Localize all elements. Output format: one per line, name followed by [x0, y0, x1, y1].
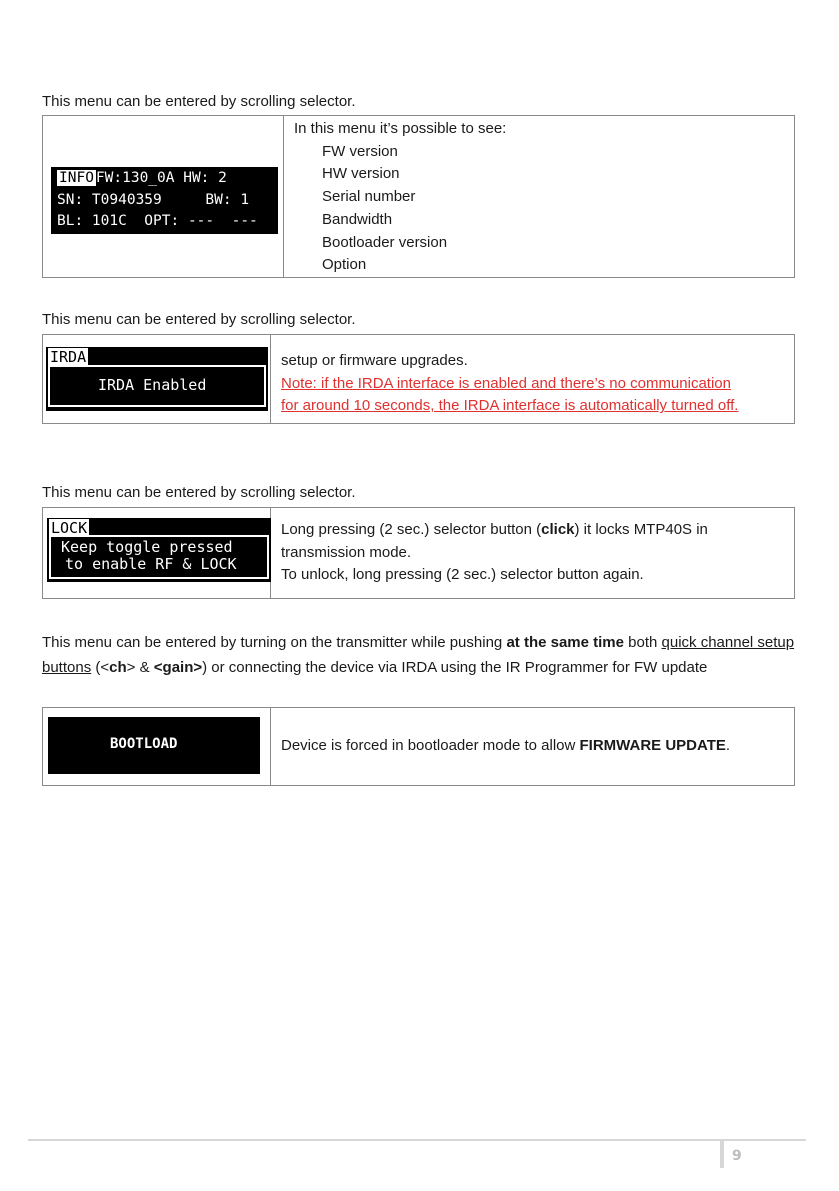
info-text-cell	[284, 116, 795, 278]
lock-description	[281, 519, 794, 564]
info-lcd-line1: FW:130_0A HW: 2	[95, 170, 227, 186]
lock-lcd-line1: Keep toggle pressed	[61, 538, 233, 556]
lock-menu-table	[42, 507, 795, 599]
irda-note-line1: Note: if the IRDA interface is enabled and there’s no communication	[281, 374, 731, 392]
quick-channel-setup-buttons: quick channel setup buttons	[42, 634, 795, 676]
footer-separator	[720, 1141, 724, 1168]
gain-button-label: <gain>	[153, 659, 203, 676]
info-lcd-cell	[43, 116, 284, 278]
bootload-lcd-message: BOOTLOAD	[110, 736, 178, 752]
info-menu-table	[42, 115, 795, 278]
irda-note-line2: for around 10 seconds, the IRDA interface is automatically turned off.	[281, 397, 739, 415]
bootload-intro-d: > &	[126, 659, 154, 676]
lock-click-bold: click	[541, 520, 575, 538]
irda-tag: IRDA	[50, 348, 87, 366]
irda-lcd-message: IRDA Enabled	[98, 376, 207, 394]
info-item-hw: HW version	[322, 165, 400, 183]
bootload-menu-table	[42, 707, 795, 786]
footer-rule	[28, 1139, 806, 1141]
intro-irda: This menu can be entered by scrolling selector.	[42, 311, 356, 328]
irda-lcd-cell	[43, 335, 271, 424]
lock-text-b: ) it locks MTP40S in transmission mode.	[281, 520, 708, 561]
lock-unlock-text: To unlock, long pressing (2 sec.) selector button again.	[281, 566, 644, 584]
irda-description: setup or firmware upgrades.	[281, 351, 468, 369]
info-lcd-line3: BL: 101C OPT: --- ---	[57, 213, 258, 229]
lock-lcd-cell	[43, 508, 271, 599]
bootload-intro-c: (<	[91, 659, 110, 676]
info-heading: In this menu it’s possible to see:	[294, 120, 507, 137]
intro-lock: This menu can be entered by scrolling selector.	[42, 484, 356, 501]
bootload-lcd-cell	[43, 708, 271, 786]
info-item-fw: FW version	[322, 142, 398, 160]
bootload-text-cell	[271, 708, 795, 786]
info-item-serial: Serial number	[322, 188, 416, 206]
intro-bootload	[42, 630, 795, 680]
page-number: 9	[732, 1148, 742, 1164]
info-lcd-line2: SN: T0940359 BW: 1	[57, 192, 250, 208]
info-item-option: Option	[322, 256, 367, 274]
bootload-intro-a: This menu can be entered by turning on the transmitter while pushing	[42, 634, 507, 651]
irda-text-cell	[271, 335, 795, 424]
info-lcd-display	[51, 167, 278, 234]
bootload-text-a: Device is forced in bootloader mode to allow	[281, 737, 580, 755]
bootload-intro-bold: at the same time	[506, 634, 624, 651]
bootload-text-b: .	[725, 737, 731, 755]
info-item-bandwidth: Bandwidth	[322, 210, 393, 228]
info-tag: INFO	[59, 170, 94, 186]
info-item-bootloader: Bootloader version	[322, 233, 448, 251]
lock-lcd-line2: to enable RF & LOCK	[65, 555, 237, 573]
lock-tag: LOCK	[51, 519, 88, 537]
ch-button-label: ch	[109, 659, 127, 676]
lock-text-cell	[271, 508, 795, 599]
irda-lcd-display	[46, 347, 268, 411]
bootload-intro-e: ) or connecting the device via IRDA using the IR Programmer for FW update	[202, 659, 708, 676]
lock-lcd-display	[47, 518, 271, 582]
bootload-intro-b: both	[623, 634, 662, 651]
firmware-update-bold: FIRMWARE UPDATE	[579, 737, 726, 755]
lock-text-a: Long pressing (2 sec.) selector button (	[281, 520, 542, 538]
bootload-lcd-display	[48, 717, 260, 774]
irda-menu-table	[42, 334, 795, 424]
intro-info: This menu can be entered by scrolling selector.	[42, 93, 356, 110]
